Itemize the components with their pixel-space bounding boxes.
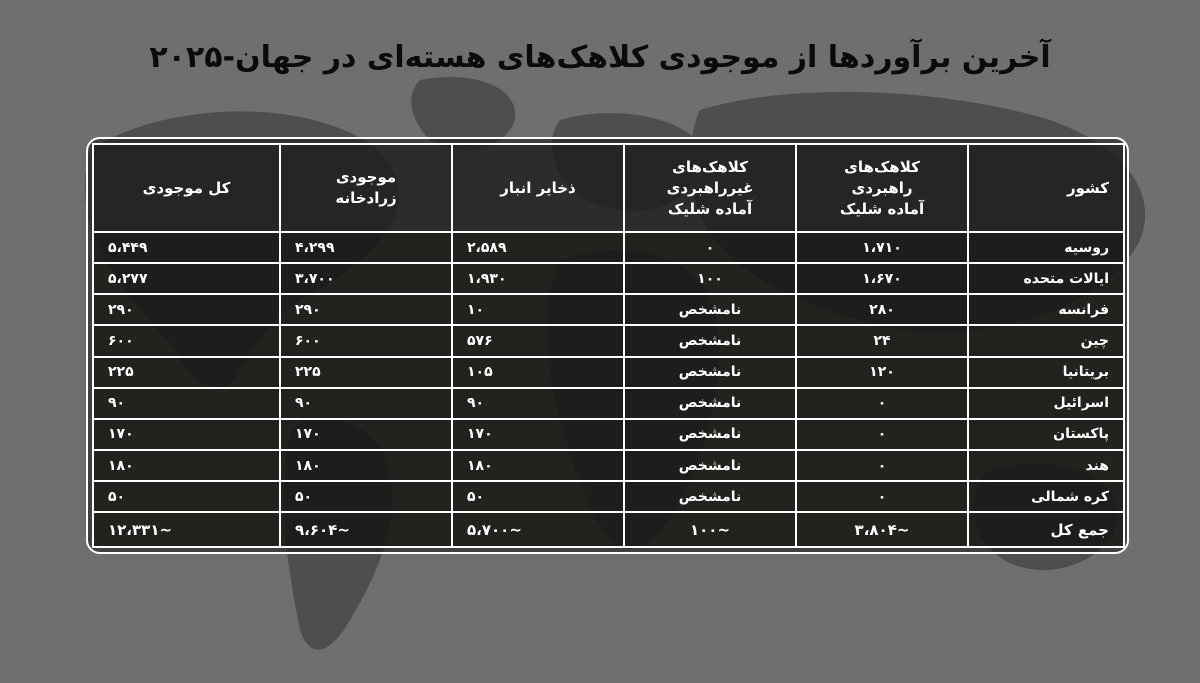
value-cell: ۹۰ [280,388,452,419]
header-total-inventory: کل موجودی [93,144,280,232]
value-cell: ۵۰ [280,481,452,512]
value-cell: ۴،۲۹۹ [280,232,452,263]
value-cell: نامشخص [624,450,796,481]
header-stockpile: ذخایر انبار [452,144,624,232]
value-cell: نامشخص [624,481,796,512]
value-cell: ۱۷۰ [280,419,452,450]
value-cell: ۹۰ [452,388,624,419]
value-cell: ۲۲۵ [93,357,280,388]
country-cell: اسرائیل [968,388,1124,419]
table-row [93,512,1124,547]
value-cell: ~۵،۷۰۰ [452,512,624,547]
value-cell: ۰ [624,232,796,263]
value-cell: نامشخص [624,325,796,356]
value-cell: ~۱۲،۳۳۱ [93,512,280,547]
value-cell: ~۳،۸۰۴ [796,512,968,547]
table-row [93,388,1124,419]
value-cell: ~۱۰۰ [624,512,796,547]
country-cell: روسیه [968,232,1124,263]
value-cell: ۲۲۵ [280,357,452,388]
table-row [93,481,1124,512]
table-row [93,294,1124,325]
header-row [93,144,1124,232]
value-cell: ۲۴ [796,325,968,356]
value-cell: ۱۰۰ [624,263,796,294]
country-cell: کره شمالی [968,481,1124,512]
value-cell: ۱۰۵ [452,357,624,388]
value-cell: نامشخص [624,357,796,388]
value-cell: ۰ [796,481,968,512]
country-cell: فرانسه [968,294,1124,325]
value-cell: ۲،۵۸۹ [452,232,624,263]
value-cell: ۰ [796,450,968,481]
value-cell: ۱۸۰ [452,450,624,481]
header-strategic-ready: کلاهک‌های راهبردی آماده شلیک [796,144,968,232]
value-cell: ۱۷۰ [93,419,280,450]
warheads-table-panel [86,137,1129,554]
value-cell: ۰ [796,388,968,419]
value-cell: ۱،۶۷۰ [796,263,968,294]
value-cell: ۹۰ [93,388,280,419]
value-cell: ۱،۷۱۰ [796,232,968,263]
value-cell: نامشخص [624,388,796,419]
value-cell: ۲۹۰ [93,294,280,325]
value-cell: ۲۹۰ [280,294,452,325]
country-cell: جمع کل [968,512,1124,547]
value-cell: ۵،۲۷۷ [93,263,280,294]
country-cell: بریتانیا [968,357,1124,388]
value-cell: ۰ [796,419,968,450]
warheads-table [92,143,1125,548]
country-cell: چین [968,325,1124,356]
value-cell: ۱۸۰ [93,450,280,481]
country-cell: ایالات متحده [968,263,1124,294]
value-cell: ۳،۷۰۰ [280,263,452,294]
value-cell: نامشخص [624,294,796,325]
header-arsenal: موجودی زرادخانه [280,144,452,232]
country-cell: پاکستان [968,419,1124,450]
value-cell: ۱۸۰ [280,450,452,481]
table-row [93,450,1124,481]
value-cell: ۱۰ [452,294,624,325]
value-cell: ۵۰ [452,481,624,512]
table-row [93,263,1124,294]
table-row [93,357,1124,388]
table-row [93,325,1124,356]
value-cell: ۱۲۰ [796,357,968,388]
value-cell: ۶۰۰ [93,325,280,356]
value-cell: ۱،۹۳۰ [452,263,624,294]
value-cell: ~۹،۶۰۴ [280,512,452,547]
page-title: آخرین برآوردها از موجودی کلاهک‌های هسته‌ای در جهان-۲۰۲۵ [149,40,1051,75]
value-cell: ۵،۴۴۹ [93,232,280,263]
country-cell: هند [968,450,1124,481]
value-cell: ۵۰ [93,481,280,512]
value-cell: ۱۷۰ [452,419,624,450]
table-row [93,232,1124,263]
header-country: کشور [968,144,1124,232]
value-cell: ۶۰۰ [280,325,452,356]
value-cell: ۲۸۰ [796,294,968,325]
value-cell: ۵۷۶ [452,325,624,356]
header-nonstrategic-ready: کلاهک‌های غیرراهبردی آماده شلیک [624,144,796,232]
table-row [93,419,1124,450]
value-cell: نامشخص [624,419,796,450]
